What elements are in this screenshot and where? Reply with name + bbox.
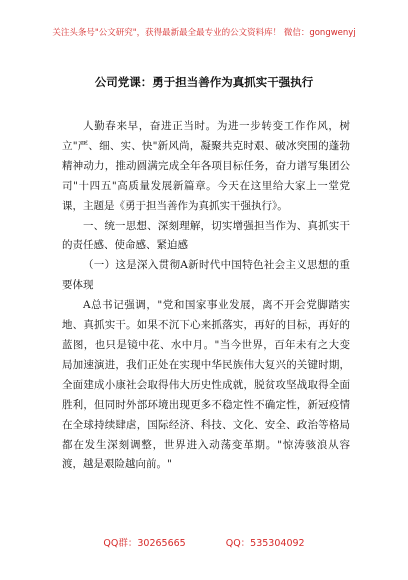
footer-qq-group: QQ群：30265665: [103, 538, 186, 549]
section-heading-1: 一、统一思想、深刻理解，切实增强担当作为、真抓实干的责任感、使命感、紧迫感: [62, 219, 350, 252]
footer-qq: QQ：535304092: [225, 538, 305, 549]
header-note: 关注头条号"公文研究"，获得最新最全最专业的公文资料库！ 微信：gongwenyj: [52, 28, 356, 38]
page-title: 公司党课：勇于担当善作为真抓实干强执行: [94, 75, 314, 89]
subsection-heading-1: （一）这是深入贯彻A新时代中国特色社会主义思想的重要体现: [62, 259, 350, 292]
paragraph-body: A总书记强调，"党和国家事业发展，离不开会党脚踏实地、真抓实干。如果不沉下心来抓落实，再好的目标，再好的蓝图，也只是镜中花、水中月。"当今世界，百年未有之大变局加速演进，我们正处在实现中华民族伟大复兴的关键时期，全面建成小康社会取得伟大历史性成就，脱贫攻坚战取得全面胜利，但同时外部环境出现更多不稳定性不确定性，新冠疫情在全球持续肆虐，国际经济、科技、文化、安全、政治等格局都在发生深刻调整，世界进入动荡变革期。"惊涛骇浪从容渡，越是艰险越向前。": [62, 299, 350, 471]
document-body: [62, 117, 350, 475]
footer-contact: [0, 535, 408, 549]
paragraph-intro: 人勤春来早，奋进正当时。为进一步转变工作作风，树立"严、细、实、快"新风尚，凝聚共克时艰、破冰突围的蓬勃精神动力，推动圆满完成全年各项目标任务，奋力谱写集团公司"十四五"高质量发展新篇章。今天在这里给大家上一堂党课，主题是《勇于担当善作为真抓实干强执行》。: [62, 120, 350, 212]
